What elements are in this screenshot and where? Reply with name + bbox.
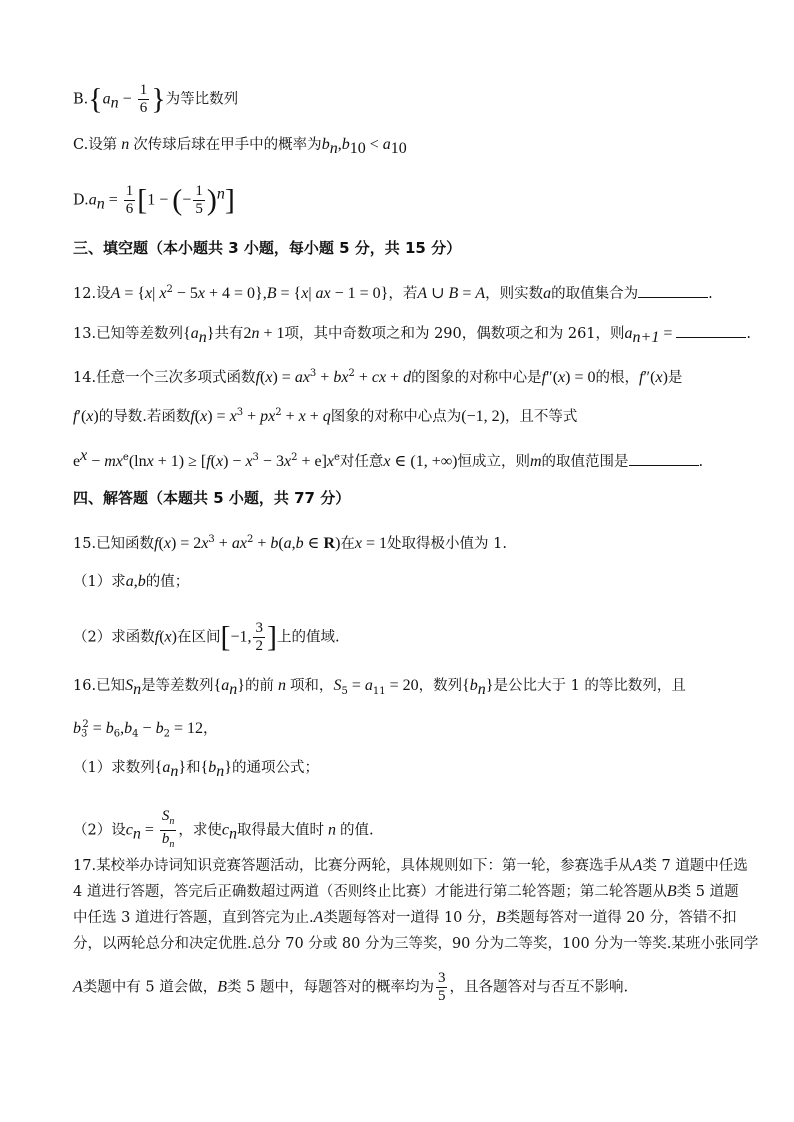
question-13: 13.已知等差数列$\{a_n\}$共有2n + 1项，其中奇数项之和为 290，偶数项之和为 261，则$a_{n+1}$ = . — [73, 325, 751, 346]
question-14-line-2: f′(x)的导数.若函数$f(x) = x^3 + px^2 + x + q$图象的对称中心点为(−1, 2)，且不等式 — [73, 407, 578, 425]
question-17-line-2: 4 道进行答题，答完后正确数超过两道（否则终止比赛）才能进行第二轮答题；第二轮答题从B类 5 道题 — [73, 883, 739, 900]
option-d: $D.a_n$ = $\frac{1}{6}$ [1 − (− $\frac{1}{5}$ )$^n$] — [73, 183, 235, 217]
question-17-line-1: 17.某校举办诗词知识竞赛答题活动，比赛分两轮，具体规则如下：第一轮，参赛选手从A类 7 道题中任选 — [73, 857, 748, 874]
question-17-line-4: 分，以两轮总分和决定优胜.总分 70 分或 80 分为三等奖，90 分为二等奖，100 分为一等奖.某班小张同学 — [73, 936, 759, 952]
section-4-title: 四、解答题（本题共 5 小题，共 77 分） — [73, 489, 351, 507]
section-3-title: 三、填空题（本小题共 3 小题，每小题 5 分，共 15 分） — [73, 239, 462, 257]
question-14-line-3: $e^x - mx^e(\ln x + 1) \ge [f(x) - x^3 - 3x^2 + e]x^e$对任意x ∈ (1, +∞)恒成立，则m的取值范围是 . — [73, 447, 704, 470]
question-16: 16.已知$S_n$是等差数列$\{a_n\}$的前 n 项和，$S_5 = a_{11} = 20$，数列$\{b_n\}$是公比大于 1 的等比数列，且 — [73, 677, 686, 698]
question-16-part-2: （2）设$c_n$ = $\frac{S_n}{b_n}$ ，求使$c_n$取得最大值时 n 的值. — [73, 808, 374, 850]
question-15-part-1: （1）求a,b的值； — [73, 573, 190, 590]
answer-blank — [676, 323, 746, 338]
question-14-line-1: 14.任意一个三次多项式函数$f(x) = ax^3 + bx^2$ + cx + d的图象的对称中心是f″(x) = 0的根，f″(x)是 — [73, 368, 683, 386]
answer-blank — [629, 451, 699, 466]
question-12: 12.设A = {x| $x^2 - 5x + 4 = 0\},B = \{x|$ ax − 1 = 0}，若A ∪ B = A，则实数a的取值集合为 . — [73, 284, 713, 302]
option-c: C.设第 n 次传球后球在甲手中的概率为$b_n,b_{10} < a_{10}$ — [73, 136, 407, 157]
question-16-part-1: （1）求数列$\{a_n\}$和$\{b_n\}$的通项公式； — [73, 759, 319, 780]
question-16-condition: $b_3^2 = b_6,b_4 - b_2 = 12$， — [73, 719, 218, 740]
question-15-part-2: （2）求函数f(x)在区间[−1, $\frac{3}{2}$ ]上的值域. — [73, 620, 340, 654]
answer-blank — [638, 283, 708, 298]
option-b: $B.\{a_n$ − $\frac{1}{6}$ }为等比数列 — [73, 82, 239, 116]
question-17-line-5: A类题中有 5 道会做，B类 5 题中，每题答对的概率均为 $\frac{3}{5}$ ，且各题答对与否互不影响. — [73, 970, 629, 1004]
question-17-line-3: 中任选 3 道进行答题，直到答完为止.A类题每答对一道得 10 分，B类题每答对一道得 20 分，答错不扣 — [73, 909, 737, 926]
question-15: 15.已知函数$f(x) = 2x^3 + ax^2 + b(a,b$ ∈ R)在x = 1处取得极小值为 1. — [73, 534, 507, 552]
